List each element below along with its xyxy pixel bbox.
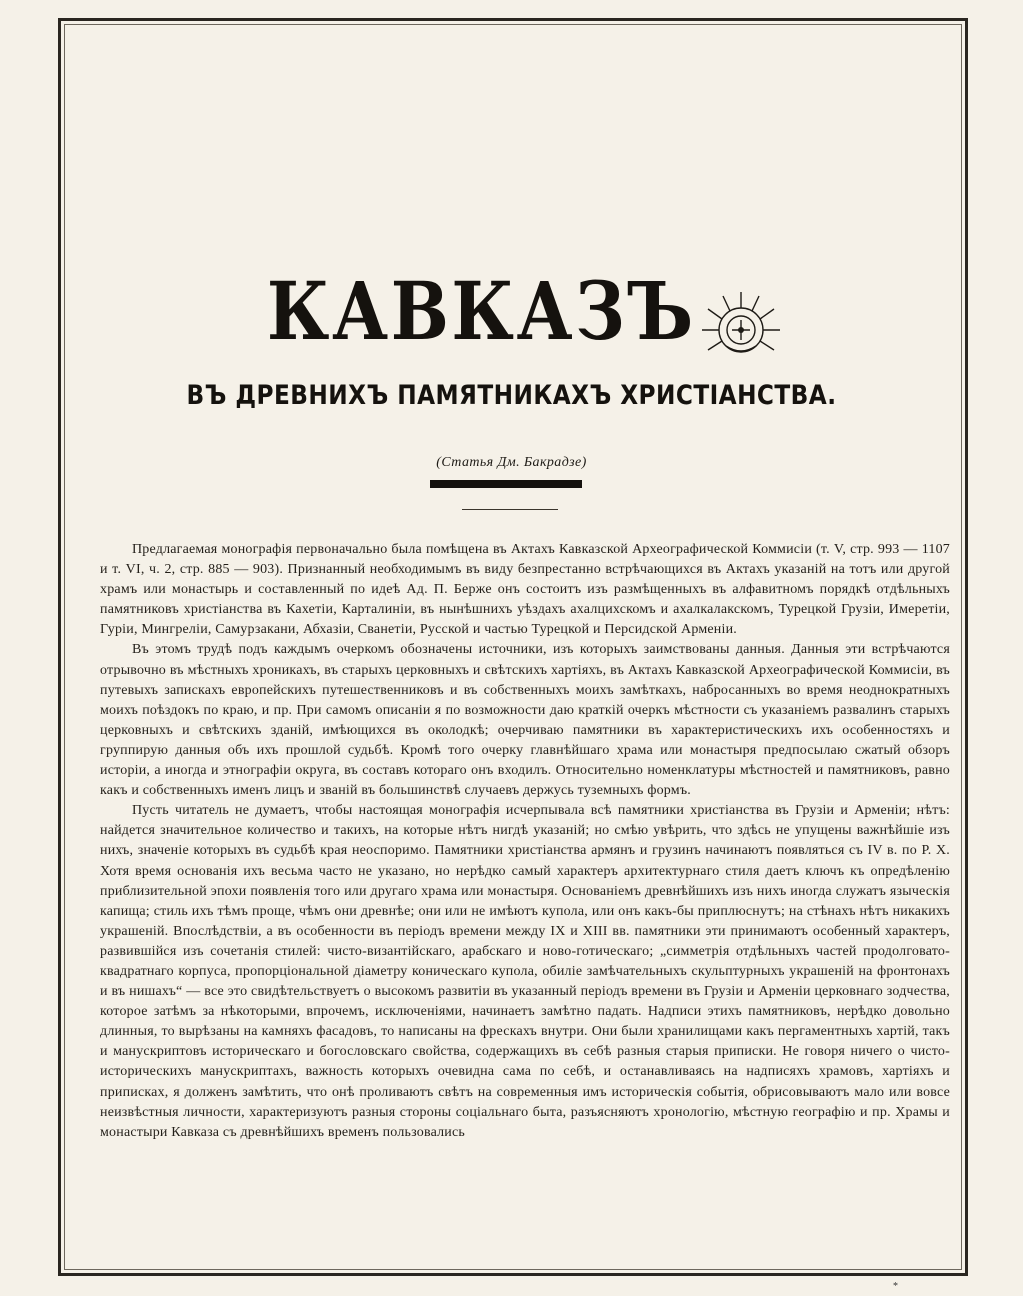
- paragraph-1: Предлагаемая монографія первоначально была помѣщена въ Актахъ Кавказской Археографической Коммисіи (т. V, стр. 993 — 1107 и т. VI, ч. 2, стр. 885 — 903). Признанный необходимымъ въ виду безпрестанно встрѣчающихся въ Актахъ указаній на тотъ или другой храмъ или монастырь и составленный по идеѣ Ад. П. Берже онъ состоитъ изъ размѣщенныхъ въ алфавитномъ порядкѣ отдѣльныхъ памятниковъ христіанства въ Кахетіи, Карталиніи, въ нынѣшнихъ уѣздахъ ахалцихскомъ и ахалкалакскомъ, Турецкой Грузіи, Имеретіи, Гуріи, Мингреліи, Самурзакани, Абхазіи, Сванетіи, Русской и частью Турецкой и Персидской Арменіи.: [100, 542, 950, 638]
- footnote-mark: *: [893, 1281, 898, 1292]
- body-text: [100, 540, 950, 1143]
- author-line: (Статья Дм. Бакрадзе): [436, 455, 587, 470]
- paragraph-2: Въ этомъ трудѣ подъ каждымъ очеркомъ обозначены источники, изъ которыхъ заимствованы данныя. Данныя эти встрѣчаются отрывочно въ мѣстныхъ хроникахъ, въ старыхъ церковныхъ и свѣтскихъ хартіяхъ, въ Актахъ Кавказской Археографической Коммисіи, въ путевыхъ запискахъ европейскихъ путешественниковъ и въ собственныхъ моихъ замѣткахъ, набросанныхъ во время неоднократныхъ моихъ поѣздокъ по краю, и пр. При самомъ описаніи я по возможности даю краткій очеркъ мѣстности съ указаніемъ развалинъ старыхъ церковныхъ и свѣтскихъ зданій, имѣющихся въ околодкѣ; очерчиваю памятники въ характеристическихъ ихъ особенностяхъ и группирую данныя объ ихъ прошлой судьбѣ. Кромѣ того очерку главнѣйшаго храма или монастыря предпосылаю сжатый обзоръ исторіи, а иногда и этнографіи округа, въ составъ котораго онъ входилъ. Относительно номенклатуры мѣстностей и памятниковъ, равно какъ и собственныхъ именъ лицъ и званій въ большинствѣ случаевъ держусь туземныхъ формъ.: [100, 642, 950, 799]
- paragraph-3: Пусть читатель не думаетъ, чтобы настоящая монографія исчерпывала всѣ памятники христіанства въ Грузіи и Арменіи; нѣтъ: найдется значительное количество и такихъ, на которые нѣтъ нигдѣ указаній; но смѣю увѣрить, что здѣсь не упущены важнѣйшіе изъ нихъ, значеніе которыхъ въ судьбѣ края неоспоримо. Памятники христіанства армянъ и грузинъ начинаютъ появляться съ IV в. по Р. Х. Хотя время основанія ихъ весьма часто не указано, но нерѣдко самый характеръ архитектурнаго стиля даетъ ключъ къ опредѣленію приблизительной эпохи появленія того или другаго храма или монастыря. Основаніемъ древнѣйшихъ изъ нихъ иногда служатъ языческія капища; стиль ихъ тѣмъ проще, чѣмъ они древнѣе; они или не имѣютъ купола, или онъ какъ-бы приплюснутъ; на стѣнахъ нѣтъ никакихъ украшеній. Впослѣдствіи, а въ особенности въ періодъ времени между IX и XIII вв. памятники эти принимаютъ особенный характеръ, развившійся изъ сочетанія стилей: чисто-византійскаго, арабскаго и ново-готическаго; „симметрія отдѣльныхъ частей продолговато-квадратнаго корпуса, пропорціональной діаметру коническаго купола, обиліе замѣчательныхъ скульптурныхъ украшеній на фронтонахъ и въ нишахъ“ — все это свидѣтельствуетъ о высокомъ развитіи въ указанный періодъ времени въ Грузіи и Арменіи церковнаго зодчества, которое затѣмъ за нѣкоторыми, впрочемъ, исключеніями, начинаетъ замѣтно падать. Надписи этихъ памятниковъ, нерѣдко довольно длинныя, то вырѣзаны на камняхъ фасадовъ, то написаны на фрескахъ внутри. Они были хранилищами какъ пергаментныхъ хартій, такъ и манускриптовъ историческаго и богословскаго свойства, содержащихъ въ себѣ разныя старыя приписки. Не говоря ничего о чисто-историческихъ манускриптахъ, важность которыхъ очевидна сама по себѣ, и останавливаясь на надписяхъ храмовъ, хартіяхъ и приписках, я долженъ замѣтить, что онѣ проливаютъ свѣтъ на современныя имъ историческія событія, обрисовываютъ мало или вовсе неизвѣстныя личности, характеризуютъ разныя стороны соціальнаго быта, разъясняютъ хронологію, мѣстную географію и пр. Храмы и монастыри Кавказа съ древнѣйшихъ временъ пользовались: [100, 803, 950, 1140]
- title-row: [0, 266, 1023, 356]
- radiant-cross-ornament-icon: [696, 284, 786, 364]
- page-subtitle: ВЪ ДРЕВНИХЪ ПАМЯТНИКАХЪ ХРИСТІАНСТВА.: [186, 380, 837, 411]
- thin-divider: [462, 509, 558, 510]
- page-title: КАВКАЗЪ: [267, 264, 696, 358]
- thick-divider: [430, 480, 582, 488]
